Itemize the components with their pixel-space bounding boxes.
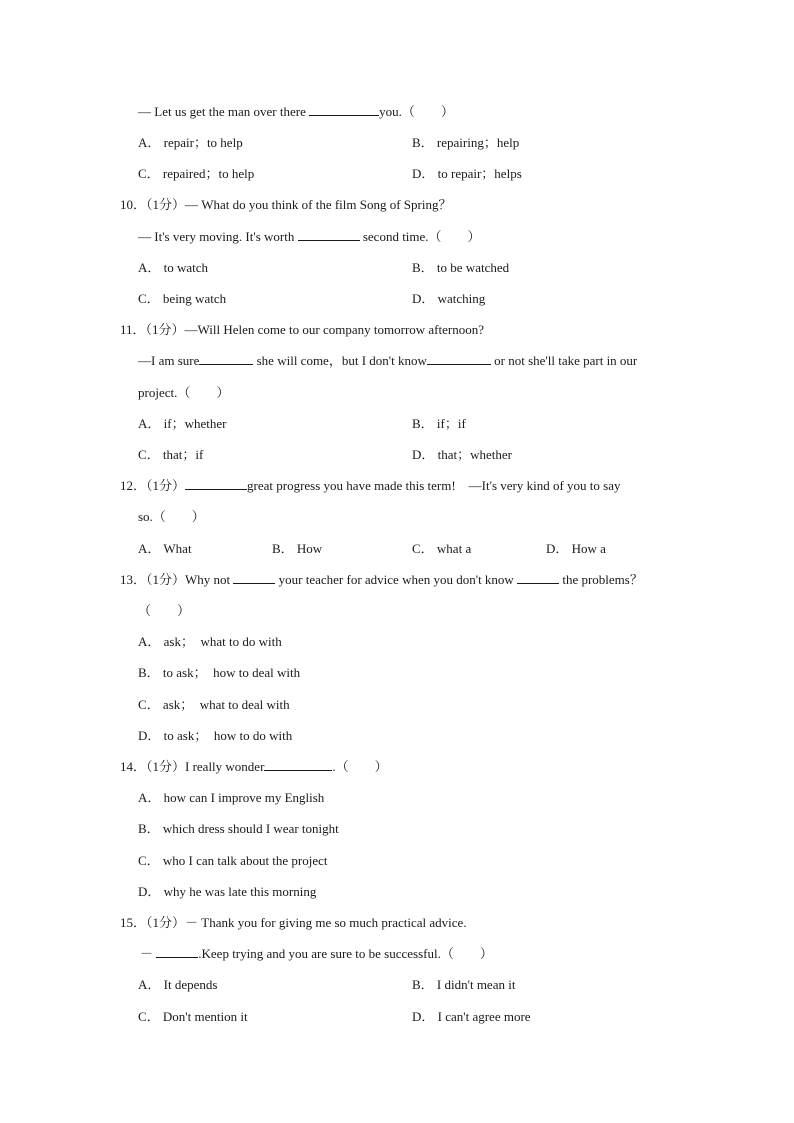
q10-option-d[interactable]: D． watching: [412, 291, 486, 306]
q14-stem: [120, 759, 388, 775]
q15-dialog-text: .Keep trying and you are sure to be successful.（ ）: [198, 946, 493, 961]
q13-option-d[interactable]: D． to ask； how to do with: [138, 728, 293, 743]
q11-option-c[interactable]: C． that；if: [138, 447, 204, 462]
q11-option-a[interactable]: A． if；whether: [138, 416, 227, 431]
q12-option-a[interactable]: A． What: [138, 541, 192, 556]
q9-option-d[interactable]: D． to repair；helps: [412, 166, 522, 181]
q9-dialog-text-end: you.（ ）: [379, 104, 454, 119]
q10-option-c[interactable]: C． being watch: [138, 291, 227, 306]
q10-option-b[interactable]: B． to be watched: [412, 260, 510, 275]
q13-stem: [120, 572, 643, 588]
q9-option-c[interactable]: C． repaired；to help: [138, 166, 255, 181]
q11-dialog-text-end: or not she'll take part in our: [490, 353, 638, 368]
q10-dialog-text: — It's very moving. It's worth: [138, 229, 298, 244]
q13-option-b[interactable]: B． to ask； how to deal with: [138, 665, 301, 680]
q10-stem: 10．（1分）— What do you think of the film Song of Spring？: [120, 197, 452, 212]
q13-stem-text-end: the problems？: [559, 572, 643, 587]
q11-dialog-line-2: project.（ ）: [138, 385, 230, 400]
q14-option-d[interactable]: D． why he was late this morning: [138, 884, 317, 899]
answer-blank[interactable]: [309, 104, 379, 116]
q14-option-b[interactable]: B． which dress should I wear tonight: [138, 821, 339, 836]
q13-option-c[interactable]: C． ask； what to deal with: [138, 697, 290, 712]
q15-option-c[interactable]: C． Don't mention it: [138, 1009, 248, 1024]
q9-dialog-text: — Let us get the man over there: [138, 104, 310, 119]
q9-dialog-line: [138, 104, 454, 120]
answer-blank[interactable]: [199, 353, 253, 365]
q11-stem: 11．（1分）—Will Helen come to our company tomorrow afternoon?: [120, 322, 484, 337]
q11-dialog-line: [138, 353, 637, 369]
q12-stem-number: 12．（1分）: [120, 478, 186, 493]
q15-option-a[interactable]: A． It depends: [138, 977, 218, 992]
q12-option-d[interactable]: D． How a: [546, 541, 606, 556]
q13-answer-parens: （ ）: [138, 603, 191, 618]
q12-option-b[interactable]: B． How: [272, 541, 323, 556]
q11-option-d[interactable]: D． that；whether: [412, 447, 513, 462]
q10-dialog-text-end: second time.（ ）: [359, 229, 481, 244]
q14-option-c[interactable]: C． who I can talk about the project: [138, 853, 328, 868]
q11-dialog-text-mid: she will come，but I don't know: [253, 353, 427, 368]
answer-blank[interactable]: [233, 572, 275, 584]
q15-option-b[interactable]: B． I didn't mean it: [412, 977, 516, 992]
q12-stem: [120, 478, 621, 494]
answer-blank[interactable]: [156, 946, 198, 958]
q9-option-a[interactable]: A． repair；to help: [138, 135, 243, 150]
q15-dialog-line: [140, 946, 493, 962]
answer-blank[interactable]: [517, 572, 559, 584]
answer-blank[interactable]: [298, 229, 360, 241]
q14-option-a[interactable]: A． how can I improve my English: [138, 790, 325, 805]
q13-stem-text: your teacher for advice when you don't know: [275, 572, 518, 587]
q12-stem-text: great progress you have made this term! —It's very kind of you to say: [247, 478, 621, 493]
q14-stem-text-end: .（ ）: [332, 759, 388, 774]
q10-dialog-line: [138, 229, 481, 245]
answer-blank[interactable]: [427, 353, 491, 365]
q15-option-d[interactable]: D． I can't agree more: [412, 1009, 531, 1024]
q14-stem-text: 14．（1分）I really wonder: [120, 759, 265, 774]
q11-dialog-text: —I am sure: [138, 353, 200, 368]
q11-option-b[interactable]: B． if；if: [412, 416, 466, 431]
q12-option-c[interactable]: C． what a: [412, 541, 472, 556]
q12-stem-line-2: so.（ ）: [138, 509, 205, 524]
q15-dialog-dash: －: [140, 946, 157, 961]
q15-stem: 15．（1分）－ Thank you for giving me so much practical advice.: [120, 915, 467, 930]
q13-option-a[interactable]: A． ask； what to do with: [138, 634, 282, 649]
q9-option-b[interactable]: B． repairing；help: [412, 135, 520, 150]
answer-blank[interactable]: [185, 478, 247, 490]
q10-option-a[interactable]: A． to watch: [138, 260, 209, 275]
answer-blank[interactable]: [264, 759, 332, 771]
q13-stem-number: 13．（1分）Why not: [120, 572, 234, 587]
